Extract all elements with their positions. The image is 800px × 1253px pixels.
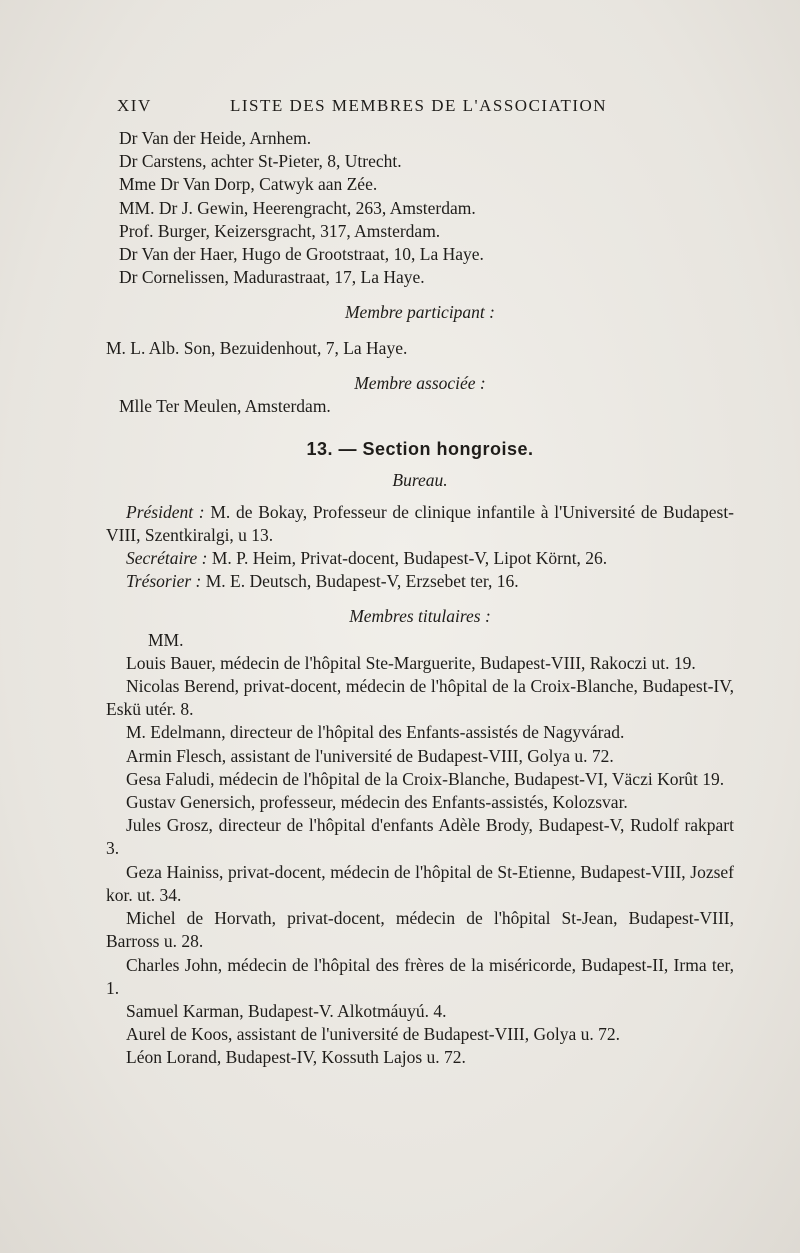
member-paragraph: Aurel de Koos, assistant de l'université de Budapest-VIII, Golya u. 72. bbox=[126, 1024, 621, 1045]
participant-entry: M. L. Alb. Son, Bezuidenhout, 7, La Haye. bbox=[106, 337, 408, 358]
page-body bbox=[106, 127, 734, 1070]
member-paragraph: Samuel Karman, Budapest-V. Alkotmáuyú. 4. bbox=[126, 1000, 447, 1021]
member-paragraph: M. Edelmann, directeur de l'hôpital des Enfants-assistés de Nagyvárad. bbox=[126, 722, 625, 743]
member-paragraph: Armin Flesch, assistant de l'université de Budapest-VIII, Golya u. 72. bbox=[126, 745, 614, 766]
tresorier-label: Trésorier : bbox=[126, 571, 202, 592]
section-title: 13. — Section hongroise. bbox=[306, 439, 534, 460]
member-paragraph: Geza Hainiss, privat-docent, médecin de l'hôpital de St-Etienne, Budapest-VIII, Jozsef kor. ut. 34. bbox=[106, 861, 734, 905]
member-paragraph: Jules Grosz, directeur de l'hôpital d'enfants Adèle Brody, Budapest-V, Rudolf rakpart 3. bbox=[106, 815, 734, 859]
member-entry: MM. Dr J. Gewin, Heerengracht, 263, Amsterdam. bbox=[119, 197, 476, 218]
page-number: XIV bbox=[117, 96, 152, 115]
member-entry: Dr Van der Heide, Arnhem. bbox=[119, 128, 312, 148]
associee-heading: Membre associée : bbox=[354, 372, 486, 393]
president-entry bbox=[106, 501, 734, 547]
associee-entry: Mlle Ter Meulen, Amsterdam. bbox=[119, 396, 331, 417]
participant-heading: Membre participant : bbox=[344, 302, 495, 323]
mm-label: MM. bbox=[148, 629, 184, 650]
tresorier-entry bbox=[106, 570, 734, 593]
president-text: M. de Bokay, Professeur de clinique infantile à l'Université de Budapest-VIII, Szentkiralgi, u 13. bbox=[106, 501, 735, 545]
member-paragraph: Gustav Genersich, professeur, médecin des Enfants-assistés, Kolozsvar. bbox=[126, 792, 628, 813]
member-paragraph: Gesa Faludi, médecin de l'hôpital de la Croix-Blanche, Budapest-VI, Väczi Korût 19. bbox=[126, 768, 725, 789]
bureau-heading: Bureau. bbox=[392, 470, 448, 491]
member-paragraph: Léon Lorand, Budapest-IV, Kossuth Lajos u. 72. bbox=[126, 1047, 466, 1068]
president-label: Président : bbox=[126, 501, 205, 522]
running-title: LISTE DES MEMBRES DE L'ASSOCIATION bbox=[230, 96, 608, 115]
member-paragraph: Louis Bauer, médecin de l'hôpital Ste-Marguerite, Budapest-VIII, Rakoczi ut. 19. bbox=[126, 652, 696, 673]
secretaire-entry bbox=[106, 547, 734, 570]
secretaire-label: Secrétaire : bbox=[126, 548, 208, 569]
tresorier-text: M. E. Deutsch, Budapest-V, Erzsebet ter, 16. bbox=[205, 571, 519, 592]
member-paragraph: Michel de Horvath, privat-docent, médecin de l'hôpital St-Jean, Budapest-VIII, Barross u. 28. bbox=[106, 908, 734, 952]
member-paragraph: Nicolas Berend, privat-docent, médecin de l'hôpital de la Croix-Blanche, Budapest-IV, Eskü utér. 8. bbox=[106, 676, 734, 720]
member-entry: Dr Van der Haer, Hugo de Grootstraat, 10, La Haye. bbox=[119, 244, 484, 265]
member-entry: Prof. Burger, Keizersgracht, 317, Amsterdam. bbox=[119, 220, 441, 241]
member-entry: Mme Dr Van Dorp, Catwyk aan Zée. bbox=[119, 174, 378, 195]
member-entry: Dr Carstens, achter St-Pieter, 8, Utrecht. bbox=[119, 151, 402, 172]
secretaire-text: M. P. Heim, Privat-docent, Budapest-V, Lipot Körnt, 26. bbox=[211, 548, 608, 569]
member-paragraph: Charles John, médecin de l'hôpital des frères de la miséricorde, Budapest-II, Irma ter, 1. bbox=[106, 954, 734, 998]
member-entry: Dr Cornelissen, Madurastraat, 17, La Haye. bbox=[119, 267, 425, 288]
titulaires-heading: Membres titulaires : bbox=[349, 606, 491, 627]
